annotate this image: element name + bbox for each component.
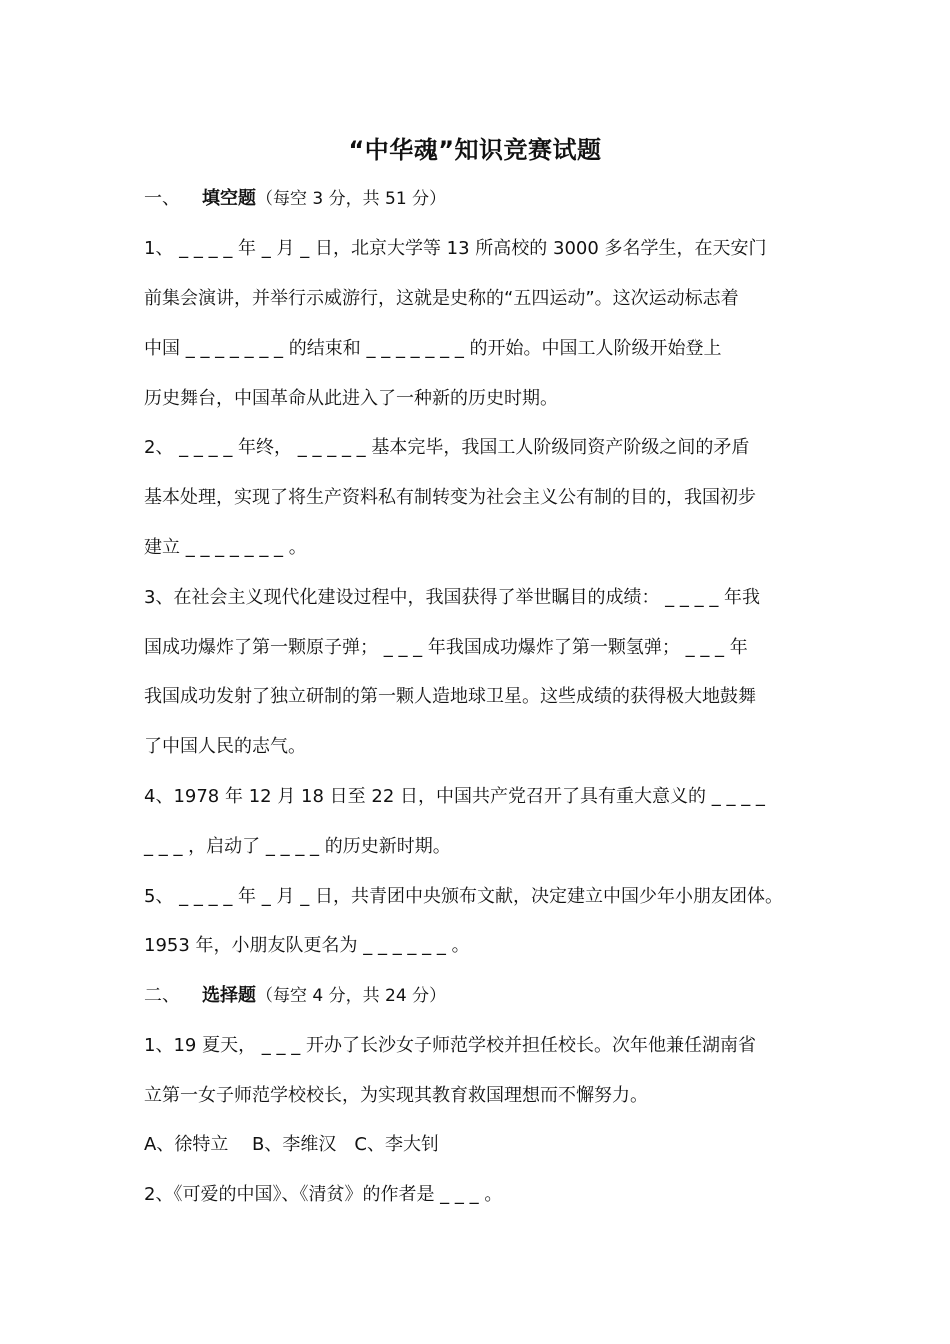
question-line: _ _ _ ，启动了 _ _ _ _ 的历史新时期。 (144, 836, 451, 857)
question-line: 国成功爆炸了第一颗原子弹； _ _ _ 年我国成功爆炸了第一颗氢弹； _ _ _ 年 (144, 637, 748, 658)
question-line: 立第一女子师范学校校长，为实现其教育救国理想而不懈努力。 (144, 1085, 648, 1106)
section-score-note: （每空 3 分，共 51 分） (256, 189, 447, 209)
section-name: 选择题 (202, 985, 256, 1006)
question-line: 中国 _ _ _ _ _ _ _ 的结束和 _ _ _ _ _ _ _ 的开始。中国工人阶级开始登上 (144, 338, 722, 359)
question-line: 1、 _ _ _ _ 年 _ 月 _ 日，北京大学等 13 所高校的 3000 多名学生，在天安门 (144, 238, 767, 259)
question-line: 前集会演讲，并举行示威游行，这就是史称的“五四运动”。这次运动标志着 (144, 288, 739, 309)
question-line: 建立 _ _ _ _ _ _ _ 。 (144, 537, 307, 558)
question-line: 历史舞台，中国革命从此进入了一种新的历史时期。 (144, 388, 558, 409)
section-heading-multiple-choice (144, 981, 824, 1011)
section-number: 一、 (144, 188, 180, 209)
question-line: 4、1978 年 12 月 18 日至 22 日，中国共产党召开了具有重大意义的 _ _ _ _ (144, 786, 765, 807)
question-line: 1、19 夏天， _ _ _ 开办了长沙女子师范学校并担任校长。次年他兼任湖南省 (144, 1035, 756, 1056)
section-score-note: （每空 4 分，共 24 分） (256, 986, 447, 1006)
question-line: 2、《可爱的中国》、《清贫》的作者是 _ _ _ 。 (144, 1184, 503, 1205)
section-number: 二、 (144, 985, 180, 1006)
question-line: 我国成功发射了独立研制的第一颗人造地球卫星。这些成绩的获得极大地鼓舞 (144, 686, 756, 707)
question-line: 了中国人民的志气。 (144, 736, 306, 757)
question-line: 1953 年，小朋友队更名为 _ _ _ _ _ _ 。 (144, 935, 470, 956)
question-line: 基本处理，实现了将生产资料私有制转变为社会主义公有制的目的，我国初步 (144, 487, 756, 508)
page-title: “中华魂”知识竞赛试题 (348, 136, 602, 164)
question-line: 5、 _ _ _ _ 年 _ 月 _ 日，共青团中央颁布文献，决定建立中国少年小朋友团体。 (144, 886, 783, 907)
section-name: 填空题 (202, 188, 256, 209)
answer-options: A、徐特立 B、李维汉 C、李大钊 (144, 1134, 439, 1155)
section-heading-fill-in (144, 184, 824, 214)
question-line: 2、 _ _ _ _ 年终， _ _ _ _ _ 基本完毕，我国工人阶级同资产阶级之间的矛盾 (144, 437, 750, 458)
question-line: 3、在社会主义现代化建设过程中，我国获得了举世瞩目的成绩： _ _ _ _ 年我 (144, 587, 761, 608)
